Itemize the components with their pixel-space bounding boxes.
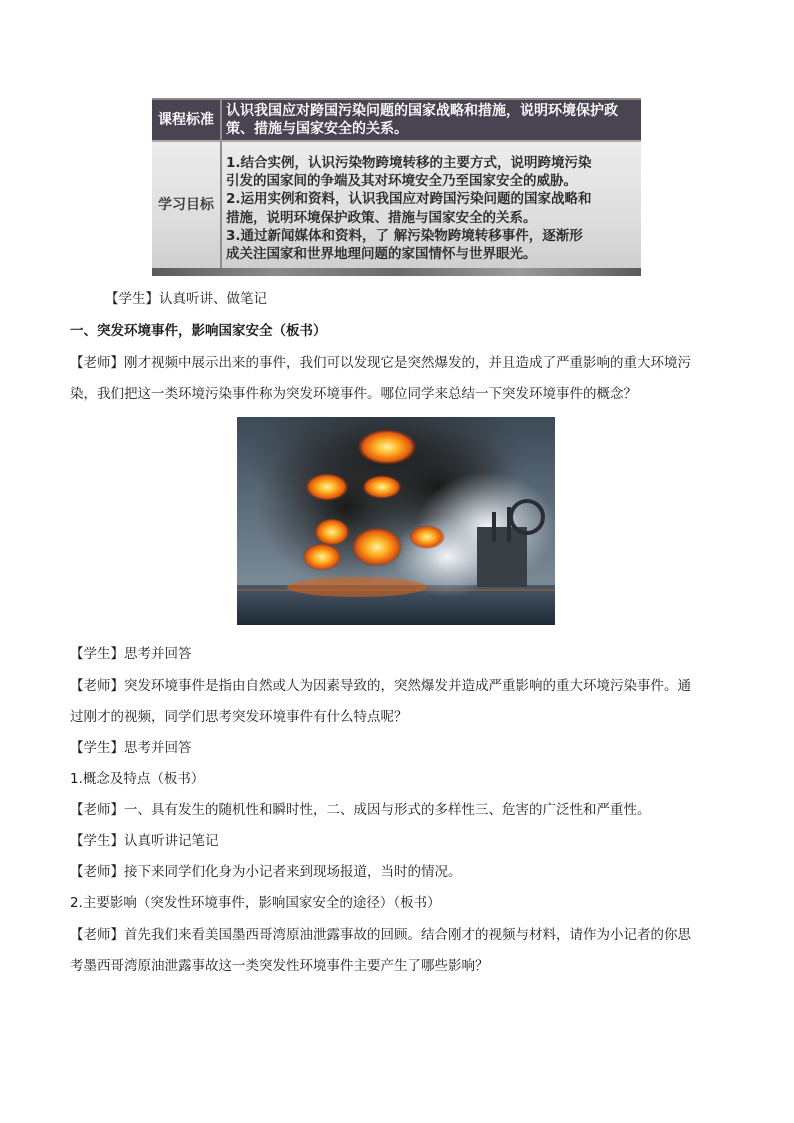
student-note: 【学生】思考并回答 <box>70 740 192 756</box>
student-note: 【学生】认真听讲、做笔记 <box>105 291 267 307</box>
teacher-line: 过刚才的视频，同学们思考突发环境事件有什么特点呢？ <box>70 709 408 725</box>
goals-line: 成关注国家和世界地理问题的家国情怀与世界眼光。 <box>226 246 537 263</box>
teacher-line: 【老师】首先我们来看美国墨西哥湾原油泄露事故的回顾。结合刚才的视频与材料，请作为小记者的你思 <box>70 927 691 943</box>
teacher-line: 染，我们把这一类环境污染事件称为突发环境事件。哪位同学来总结一下突发环境事件的概念？ <box>70 386 637 402</box>
oil-rig-fire-photo <box>237 417 555 625</box>
teacher-line: 【老师】突发环境事件是指由自然或人为因素导致的，突然爆发并造成严重影响的重大环境污染事件。通 <box>70 678 691 694</box>
board-heading: 2.主要影响（突发性环境事件，影响国家安全的途径）（板书） <box>70 895 441 911</box>
standard-label: 课程标准 <box>158 112 214 128</box>
student-note: 【学生】思考并回答 <box>70 646 192 662</box>
goals-label: 学习目标 <box>158 197 214 213</box>
goals-line: 3.通过新闻媒体和资料，了 解污染物跨境转移事件，逐渐形 <box>226 227 583 244</box>
goals-line: 1.结合实例，认识污染物跨境转移的主要方式，说明跨境污染 <box>226 155 592 171</box>
fire-image <box>237 417 555 625</box>
goals-line: 2.运用实例和资料，认识我国应对跨国污染问题的国家战略和 <box>226 191 592 208</box>
banner-footer-strip <box>152 268 641 276</box>
teacher-line: 【老师】刚才视频中展示出来的事件，我们可以发现它是突然爆发的，并且造成了严重影响的重大环境污 <box>70 355 691 371</box>
teacher-line: 考墨西哥湾原油泄露事故这一类突发性环境事件主要产生了哪些影响？ <box>70 958 489 974</box>
standard-text: 认识我国应对跨国污染问题的国家战略和措施，说明环境保护政策、措施与国家安全的关系。 <box>226 103 618 137</box>
board-heading: 1.概念及特点（板书） <box>70 771 205 787</box>
teacher-line: 【老师】一、具有发生的随机性和瞬时性，二、成因与形式的多样性三、危害的广泛性和严重性。 <box>70 802 651 818</box>
learning-objectives-banner <box>152 98 641 276</box>
goals-line: 措施，说明环境保护政策、措施与国家安全的关系。 <box>226 209 537 226</box>
student-note: 【学生】认真听讲记笔记 <box>70 833 219 849</box>
section-heading: 一、突发环境事件，影响国家安全（板书） <box>70 323 327 339</box>
column-divider <box>220 100 222 268</box>
goals-line: 引发的国家间的争端及其对环境安全乃至国家安全的威胁。 <box>226 173 577 190</box>
goals-text <box>226 154 638 263</box>
teacher-line: 【老师】接下来同学们化身为小记者来到现场报道，当时的情况。 <box>70 864 462 880</box>
